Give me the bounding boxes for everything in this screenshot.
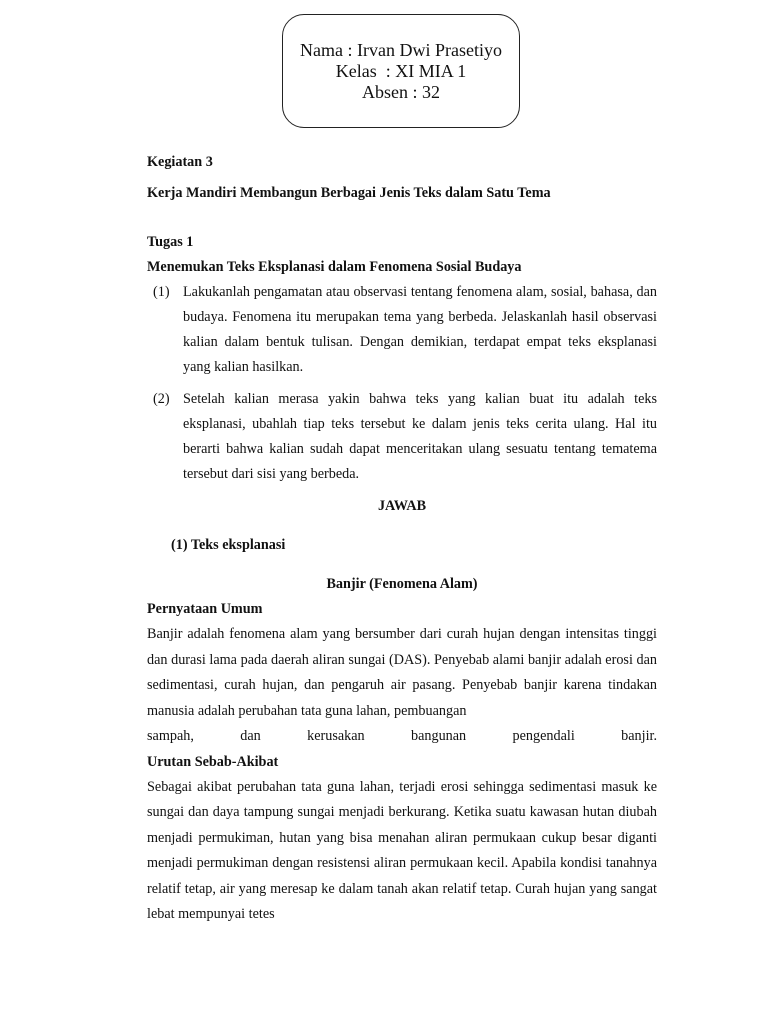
general-statement-body: Banjir adalah fenomena alam yang bersumber dari curah hujan dengan intensitas tinggi dan durasi lama pada daerah aliran sungai (DAS). Penyebab alami banjir adalah erosi dan sedimentasi, curah hujan, dan pengaruh air pasang. Penyebab banjir karena tindakan manusia adalah perubahan tata guna lahan, pembuangan	[147, 626, 657, 719]
activity-title: Kerja Mandiri Membangun Berbagai Jenis Teks dalam Satu Tema	[147, 185, 551, 201]
document-body	[147, 150, 657, 928]
student-class: Kelas : XI MIA 1	[335, 60, 467, 81]
cause-effect-body: Sebagai akibat perubahan tata guna lahan, terjadi erosi sehingga sedimentasi masuk ke sungai dan daya tampung sungai menjadi berkurang. Ketika suatu kawasan hutan diubah menjadi permukiman, hutan yang bisa menahan aliran permukaan cukup besar diganti menjadi permukiman dengan resistensi aliran permukaan kecil. Apabila kondisi tanahnya relatif tetap, air yang meresap ke dalam tanah akan relatif tetap. Curah hujan yang sangat lebat mempunyai tetes	[147, 778, 657, 923]
general-statement-last-line: sampah, dan kerusakan bangunan pengendali banjir.	[147, 728, 657, 745]
student-identity-box	[282, 14, 520, 128]
topic-title: Banjir (Fenomena Alam)	[326, 576, 478, 593]
task-item-number: (2)	[153, 391, 170, 407]
cause-effect-heading: Urutan Sebab-Akibat	[147, 753, 279, 770]
task-item-text: Setelah kalian merasa yakin bahwa teks yang kalian buat itu adalah teks eksplanasi, ubahlah tiap teks tersebut ke dalam jenis teks cerita ulang. Hal itu berarti bahwa kalian sudah dapat menceritakan ulang sesuatu tentang tematema tersebut dari sisi yang berbeda.	[183, 391, 657, 482]
task-item-number: (1)	[153, 284, 170, 300]
task-label: Tugas 1	[147, 234, 194, 250]
student-absen: Absen : 32	[362, 81, 440, 102]
answer-section-label: (1) Teks eksplanasi	[171, 537, 286, 554]
student-name: Nama : Irvan Dwi Prasetiyo	[300, 39, 502, 60]
task-title: Menemukan Teks Eksplanasi dalam Fenomena Sosial Budaya	[147, 259, 522, 275]
task-item-text: Lakukanlah pengamatan atau observasi tentang fenomena alam, sosial, bahasa, dan budaya. Fenomena itu merupakan tema yang berbeda. Jelaskanlah hasil observasi kalian dalam bentuk tulisan. Dengan demikian, terdapat empat teks eksplanasi yang kalian hasilkan.	[183, 284, 657, 375]
activity-label: Kegiatan 3	[147, 154, 213, 170]
task-item-2	[147, 387, 657, 487]
task-item-1	[147, 280, 657, 380]
answer-heading: JAWAB	[377, 498, 427, 514]
general-statement-heading: Pernyataan Umum	[147, 601, 263, 618]
